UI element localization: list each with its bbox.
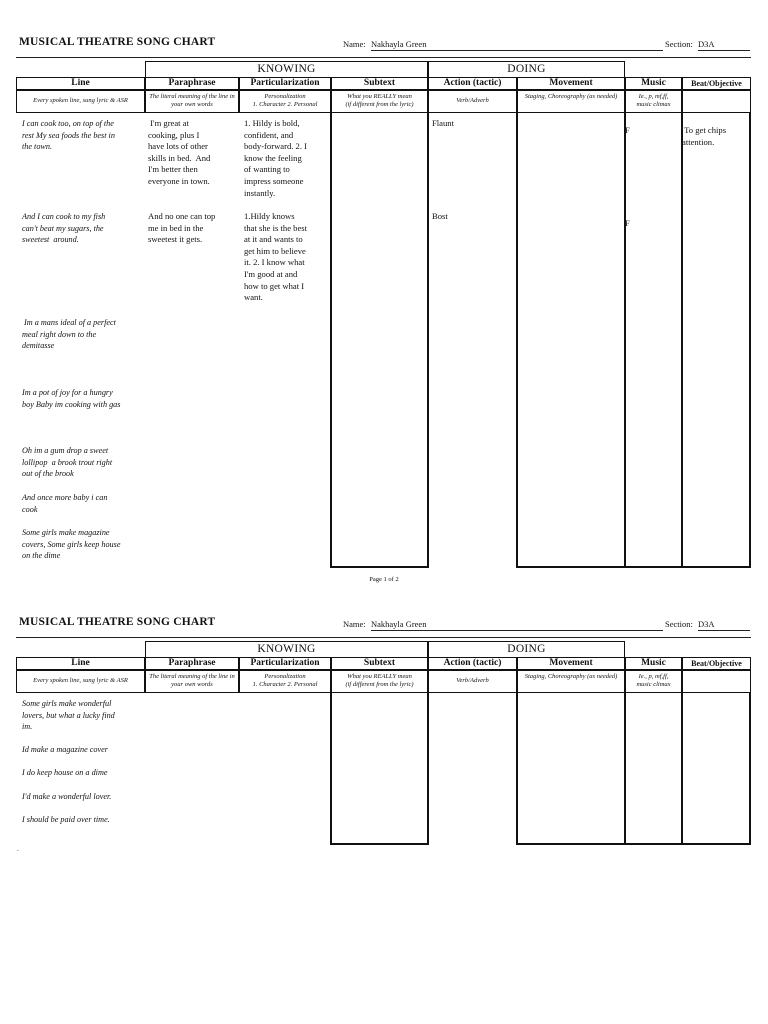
header-rule bbox=[16, 637, 751, 638]
page-title: MUSICAL THEATRE SONG CHART bbox=[19, 616, 216, 628]
section-label: Section: bbox=[665, 39, 693, 49]
row-3-line: Im a mans ideal of a perfect meal right down to the demitasse bbox=[22, 318, 116, 351]
sub-music: Ie., p, mf,ff, music climax bbox=[625, 90, 682, 113]
end-mark: . bbox=[17, 845, 19, 853]
col-particularization: Particularization bbox=[239, 77, 331, 90]
group-doing: DOING bbox=[428, 641, 625, 657]
name-field[interactable]: Nakhayla Green bbox=[371, 619, 663, 631]
section-field[interactable]: D3A bbox=[698, 619, 750, 631]
col-music: Music bbox=[625, 657, 682, 670]
divider-beat-left bbox=[681, 693, 683, 845]
row-1-action: Flaunt bbox=[432, 118, 454, 128]
sub-subtext: What you REALLY mean (if different from the lyric) bbox=[331, 90, 428, 113]
row-1-paraphrase: I'm great at cooking, plus I have lots of other skills in bed. And I'm better then everyone in town. bbox=[148, 118, 211, 186]
sub-particularization: Personalization 1. Character 2. Personal bbox=[239, 90, 331, 113]
divider-movement-left bbox=[516, 113, 518, 568]
row-5-line: Oh im a gum drop a sweet lollipop a brook trout right out of the brook bbox=[22, 446, 113, 479]
divider-movement-left bbox=[516, 693, 518, 845]
page-title: MUSICAL THEATRE SONG CHART bbox=[19, 36, 216, 48]
col-action: Action (tactic) bbox=[428, 657, 517, 670]
group-doing: DOING bbox=[428, 61, 625, 77]
divider-subtext-right bbox=[427, 693, 429, 845]
sub-action: Verb/Adverb bbox=[428, 90, 517, 113]
divider-subtext-left bbox=[330, 693, 332, 845]
row-1-line: I can cook too, on top of the rest My sea foods the best in the town. bbox=[22, 119, 115, 152]
row-2-action: Bost bbox=[432, 211, 448, 221]
row-1-particularization: 1. Hildy is bold, confident, and body-forward. 2. I know the feeling of wanting to impress someone instantly. bbox=[244, 118, 308, 198]
sub-paraphrase: The literal meaning of the line in your own words bbox=[145, 90, 239, 113]
name-field[interactable]: Nakhayla Green bbox=[371, 39, 663, 51]
row-2-line: And I can cook to my fish can't beat my sugars, the sweetest around. bbox=[22, 212, 106, 245]
name-label: Name: bbox=[343, 39, 366, 49]
bottom-rule-subtext bbox=[330, 566, 429, 568]
divider-subtext-left bbox=[330, 113, 332, 568]
col-paraphrase: Paraphrase bbox=[145, 77, 239, 90]
bottom-rule-subtext bbox=[330, 843, 429, 845]
divider-beat-right bbox=[749, 693, 751, 845]
sub-subtext: What you REALLY mean (if different from the lyric) bbox=[331, 670, 428, 693]
col-subtext: Subtext bbox=[331, 657, 428, 670]
bottom-rule-right bbox=[516, 566, 751, 568]
col-paraphrase: Paraphrase bbox=[145, 657, 239, 670]
sub-action: Verb/Adverb bbox=[428, 670, 517, 693]
col-line: Line bbox=[16, 657, 145, 670]
p2-row-4-line: I'd make a wonderful lover. bbox=[22, 792, 112, 801]
sub-line: Every spoken line, sung lyric & ASR bbox=[16, 90, 145, 113]
sub-particularization: Personalization 1. Character 2. Personal bbox=[239, 670, 331, 693]
sub-paraphrase: The literal meaning of the line in your own words bbox=[145, 670, 239, 693]
row-2-paraphrase: And no one can top me in bed in the sweetest it gets. bbox=[148, 211, 216, 245]
bottom-rule-right bbox=[516, 843, 751, 845]
sub-movement: Staging, Choreography (as needed) bbox=[517, 90, 625, 113]
row-1-beat: To get chips attention. bbox=[682, 125, 727, 147]
section-field[interactable]: D3A bbox=[698, 39, 750, 51]
sub-music: Ie., p, mf,ff, music climax bbox=[625, 670, 682, 693]
col-movement: Movement bbox=[517, 657, 625, 670]
name-label: Name: bbox=[343, 619, 366, 629]
section-label: Section: bbox=[665, 619, 693, 629]
p2-row-2-line: Id make a magazine cover bbox=[22, 745, 108, 754]
sub-movement: Staging, Choreography (as needed) bbox=[517, 670, 625, 693]
row-2-music: F bbox=[625, 218, 630, 228]
row-2-particularization: 1.Hildy knows that she is the best at it and wants to get him to believe it. 2. I know what I'm good at and how to get what I want. bbox=[244, 211, 308, 303]
col-action: Action (tactic) bbox=[428, 77, 517, 90]
col-beat: Beat/Objective bbox=[682, 657, 751, 670]
p2-row-1-line: Some girls make wonderful lovers, but what a lucky find im. bbox=[22, 699, 115, 732]
p2-row-3-line: I do keep house on a dime bbox=[22, 768, 108, 777]
divider-subtext-right bbox=[427, 113, 429, 568]
col-movement: Movement bbox=[517, 77, 625, 90]
divider-movement-right bbox=[624, 113, 626, 568]
row-1-music: F bbox=[625, 125, 630, 135]
page-number: Page 1 of 2 bbox=[369, 576, 399, 583]
row-7-line: Some girls make magazine covers, Some girls keep house on the dime bbox=[22, 528, 121, 561]
divider-movement-right bbox=[624, 693, 626, 845]
sub-beat bbox=[682, 670, 751, 693]
sub-beat bbox=[682, 90, 751, 113]
col-particularization: Particularization bbox=[239, 657, 331, 670]
col-line: Line bbox=[16, 77, 145, 90]
sub-line: Every spoken line, sung lyric & ASR bbox=[16, 670, 145, 693]
col-music: Music bbox=[625, 77, 682, 90]
row-4-line: Im a pot of joy for a hungry boy Baby im cooking with gas bbox=[22, 388, 121, 409]
divider-beat-left bbox=[681, 113, 683, 568]
col-beat: Beat/Objective bbox=[682, 77, 751, 90]
divider-beat-right bbox=[749, 113, 751, 568]
group-knowing: KNOWING bbox=[145, 641, 428, 657]
group-knowing: KNOWING bbox=[145, 61, 428, 77]
row-6-line: And once more baby i can cook bbox=[22, 493, 108, 514]
p2-row-5-line: I should be paid over time. bbox=[22, 815, 110, 824]
header-rule bbox=[16, 57, 751, 58]
col-subtext: Subtext bbox=[331, 77, 428, 90]
